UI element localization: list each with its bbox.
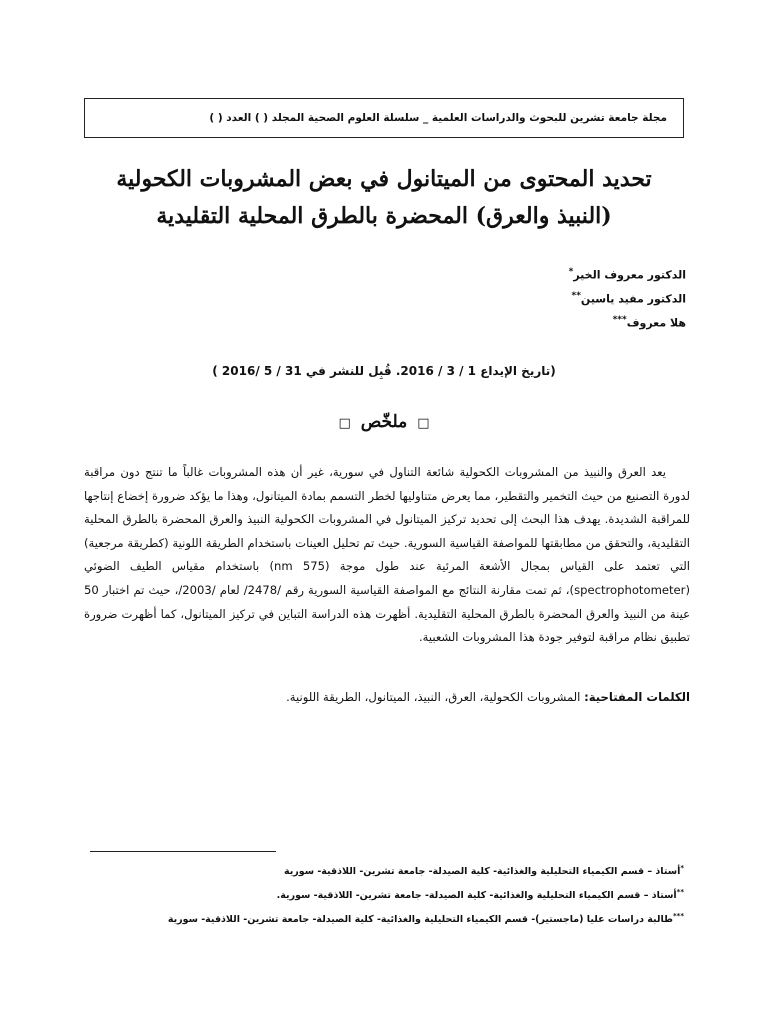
- footnote-text: أستاذ – قسم الكيمياء التحليلية والغذائية- كلية الصيدلة- جامعة تشرين- اللاذقية- سورية: [283, 866, 681, 878]
- box-icon: □: [338, 416, 351, 431]
- author-list: [286, 262, 686, 334]
- footnote-mark: *: [680, 864, 684, 872]
- abstract-body: [84, 461, 690, 650]
- title-line-1: تحديد المحتوى من الميتانول في بعض المشروبات الكحولية: [116, 166, 652, 192]
- keywords-label: الكلمات المفتاحية:: [584, 690, 690, 704]
- author-2: [286, 286, 686, 310]
- footnote-text: طالبة دراسات عليا (ماجستير)- قسم الكيمياء التحليلية والغذائية- كلية الصيدلة- جامعة تشرين- اللاذقية- سورية: [167, 914, 674, 926]
- author-mark: **: [571, 291, 581, 301]
- author-1: [286, 262, 686, 286]
- title-line-2: (النبيذ والعرق) المحضرة بالطرق المحلية التقليدية: [156, 203, 612, 229]
- footnote-text: أستاذ – قسم الكيمياء التحليلية والغذائية- كلية الصيدلة- جامعة تشرين- اللاذقية- سورية.: [276, 890, 677, 902]
- author-3: [286, 310, 686, 334]
- footnote-mark: ***: [673, 912, 684, 920]
- footnote-mark: **: [676, 888, 684, 896]
- footnote-3: [124, 904, 684, 928]
- abstract-heading-text: ملخّص: [360, 412, 408, 432]
- author-name: هلا معروف: [626, 316, 686, 330]
- footnote-1: [124, 856, 684, 880]
- keywords: [84, 687, 690, 707]
- journal-header-text: مجلة جامعة تشرين للبحوث والدراسات العلمية _ سلسلة العلوم الصحية المجلد ( ) العدد ( ): [209, 112, 667, 124]
- abstract-paragraph: يعد العرق والنبيذ من المشروبات الكحولية شائعة التناول في سورية، غير أن هذه المشروبات غالباً ما تنتج دون مراقبة لدورة التصنيع من حيث التخمير والتقطير، مما يعرض متناوليها لخطر التسمم بمادة الميتانول، وهذا ما يؤكد ضرورة إخضاع إنتاجها للمراقبة الشديدة. يهدف هذا البحث إلى تحديد تركيز الميتانول في المشروبات الكحولية النبيذ والعرق المحضرة بالطرق المحلية التقليدية، والتحقق من مطابقتها للمواصفة القياسية السورية. حيث تم تحليل العينات باستخدام الطريقة اللونية (كطريقة مرجعية) التي تعتمد على القياس بمجال الأشعة المرئية عند طول موجة (575 nm) باستخدام مقياس الطيف الضوئي (spectrophotometer)، ثم تمت مقارنة النتائج مع المواصفة القياسية السورية رقم /2478/ لعام /2003/، حيث تم اختبار 50 عينة من النبيذ والعرق المحضرة بالطرق المحلية التقليدية. أظهرت هذه الدراسة التباين في تركيز الميتانول، كما أظهرت ضرورة تطبيق نظام مراقبة لتوفير جودة هذا المشروبات الشعبية.: [84, 465, 690, 645]
- box-icon: □: [417, 416, 430, 431]
- abstract-heading: [40, 412, 728, 432]
- journal-header-box: [84, 98, 684, 138]
- submission-dates: (تاريخ الإيداع 1 / 3 / 2016. قُبِل للنشر في 31 / 5 /2016 ): [212, 364, 556, 378]
- author-name: الدكتور مفيد ياسين: [580, 292, 686, 306]
- author-name: الدكتور معروف الخير: [573, 268, 686, 282]
- keywords-text: المشروبات الكحولية، العرق، النبيذ، الميتانول، الطريقة اللونية.: [286, 690, 585, 704]
- footnote-separator: [90, 851, 276, 852]
- author-mark: *: [568, 267, 574, 277]
- footnote-2: [124, 880, 684, 904]
- author-mark: ***: [612, 315, 627, 325]
- footnotes: [124, 856, 684, 928]
